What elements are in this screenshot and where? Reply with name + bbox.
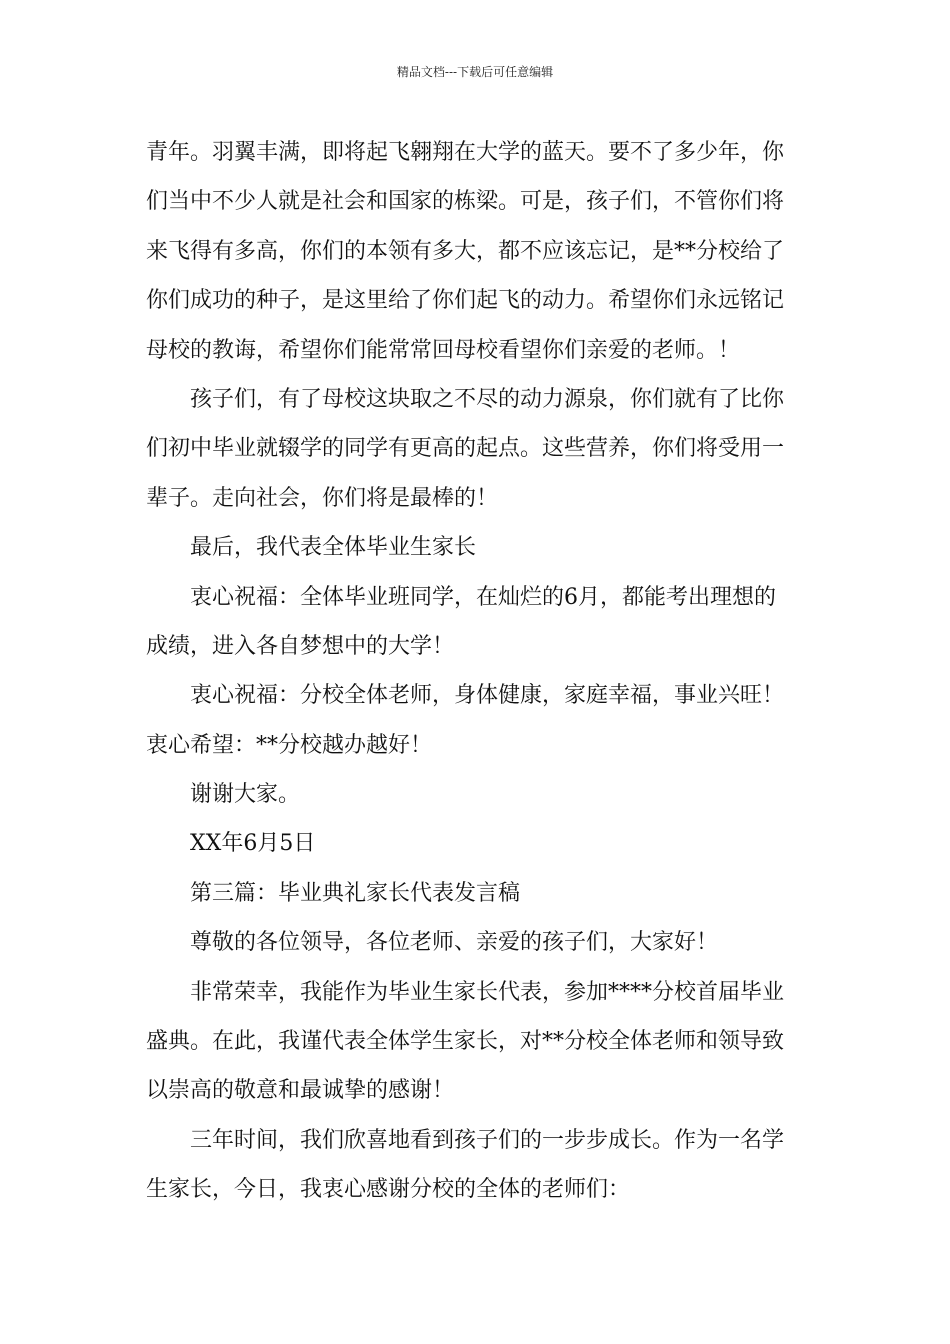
text-line: 孩子们，有了母校这块取之不尽的动力源泉，你们就有了比你 (190, 386, 785, 412)
text-line: 你们成功的种子，是这里给了你们起飞的动力。希望你们永远铭记 (146, 288, 785, 314)
page-header: 精品文档---下载后可任意编辑 (396, 65, 554, 79)
text-line: 生家长，今日，我衷心感谢分校的全体的老师们： (146, 1177, 631, 1203)
text-line: XX年6月5日 (190, 831, 316, 857)
text-line: 来飞得有多高，你们的本领有多大，都不应该忘记，是**分校给了 (146, 238, 785, 264)
text-line: 第三篇：毕业典礼家长代表发言稿 (190, 880, 521, 906)
text-line: 以崇高的敬意和最诚挚的感谢！ (146, 1078, 455, 1104)
text-line: 盛典。在此，我谨代表全体学生家长，对**分校全体老师和领导致 (146, 1029, 785, 1055)
text-line: 成绩，进入各自梦想中的大学！ (146, 633, 455, 659)
text-line: 尊敬的各位领导，各位老师、亲爱的孩子们，大家好！ (190, 930, 719, 956)
text-line: 衷心祝福：全体毕业班同学，在灿烂的6月，都能考出理想的 (190, 584, 776, 610)
text-line: 辈子。走向社会，你们将是最棒的！ (146, 485, 499, 511)
text-line: 们初中毕业就辍学的同学有更高的起点。这些营养，你们将受用一 (146, 436, 785, 462)
text-line: 衷心希望：**分校越办越好！ (146, 732, 433, 758)
document-body (146, 128, 812, 1215)
text-line: 们当中不少人就是社会和国家的栋梁。可是，孩子们，不管你们将 (146, 189, 785, 215)
text-line: 衷心祝福：分校全体老师，身体健康，家庭幸福，事业兴旺！ (190, 683, 785, 709)
text-line: 最后，我代表全体毕业生家长 (190, 535, 477, 561)
text-line: 母校的教诲，希望你们能常常回母校看望你们亲爱的老师。！ (146, 337, 741, 363)
text-line: 谢谢大家。 (190, 782, 301, 808)
text-line: 青年。羽翼丰满，即将起飞翱翔在大学的蓝天。要不了多少年，你 (146, 140, 785, 165)
text-line: 三年时间，我们欣喜地看到孩子们的一步步成长。作为一名学 (190, 1127, 785, 1153)
text-line: 非常荣幸，我能作为毕业生家长代表，参加****分校首届毕业 (190, 979, 785, 1005)
